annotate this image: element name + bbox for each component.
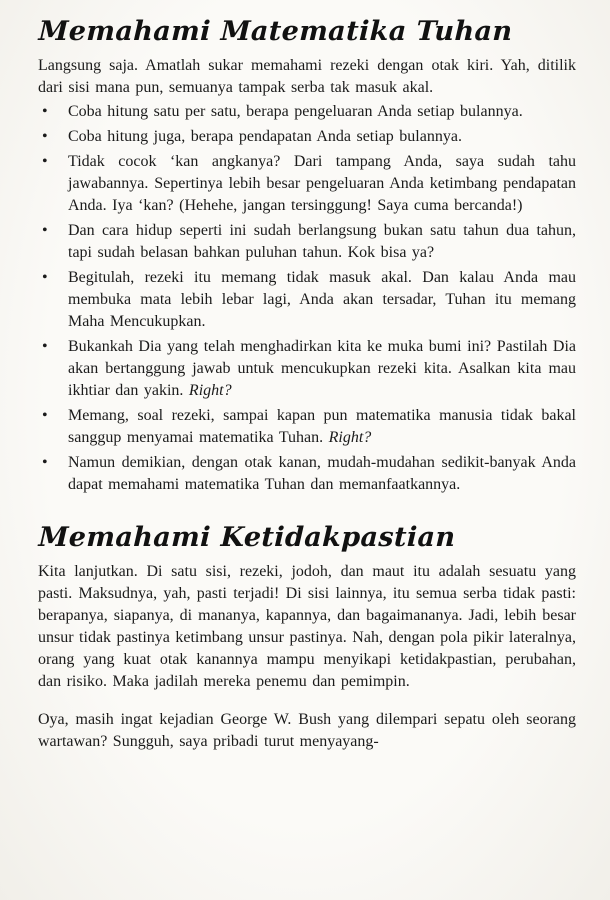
section-heading-matematika-tuhan: Memahami Matematika Tuhan	[38, 16, 513, 47]
bullet-marker: •	[42, 103, 48, 120]
list-item	[38, 405, 576, 449]
bullet-marker: •	[42, 338, 48, 355]
bullet-marker: •	[42, 153, 48, 170]
list-item	[38, 126, 576, 148]
list-item-text: Begitulah, rezeki itu memang tidak masuk akal. Dan kalau Anda mau membuka mata lebih lebar lagi, Anda akan tersadar, Tuhan itu memang Maha Mencukupkan.	[68, 269, 576, 330]
list-item	[38, 452, 576, 496]
list-item	[38, 151, 576, 217]
paragraph-bush-anecdote: Oya, masih ingat kejadian George W. Bush yang dilempari sepatu oleh seorang wartawan? Sungguh, saya pribadi turut menyayang-	[38, 711, 576, 750]
bullet-marker: •	[42, 407, 48, 424]
bullet-marker: •	[42, 269, 48, 286]
list-item-text: Dan cara hidup seperti ini sudah berlangsung bukan satu tahun dua tahun, tapi sudah belasan bahkan puluhan tahun. Kok bisa ya?	[68, 222, 576, 261]
list-item-text: Coba hitung juga, berapa pendapatan Anda setiap bulannya.	[68, 128, 462, 145]
list-item	[38, 220, 576, 264]
list-item	[38, 336, 576, 402]
bullet-marker: •	[42, 454, 48, 471]
bullet-marker: •	[42, 128, 48, 145]
intro-paragraph: Langsung saja. Amatlah sukar memahami rezeki dengan otak kiri. Yah, ditilik dari sisi mana pun, semuanya tampak serba tak masuk akal.	[38, 57, 576, 96]
list-item-text: Bukankah Dia yang telah menghadirkan kita ke muka bumi ini? Pastilah Dia akan bertanggung jawab untuk mencukupkan rezeki kita. Asalkan kita mau ikhtiar dan yakin.	[68, 338, 576, 399]
bullet-marker: •	[42, 222, 48, 239]
list-item-text: Namun demikian, dengan otak kanan, mudah-mudahan sedikit-banyak Anda dapat memahami matematika Tuhan dan memanfaatkannya.	[68, 454, 576, 493]
paragraph-ketidakpastian: Kita lanjutkan. Di satu sisi, rezeki, jodoh, dan maut itu adalah sesuatu yang pasti. Maksudnya, yah, pasti terjadi! Di sisi lainnya, itu semua serba tidak pasti: berapanya, siapanya, di mananya, kapannya, dan bagaimananya. Jadi, lebih besar unsur tidak pastinya ketimbang unsur pastinya. Nah, dengan pola pikir lateralnya, orang yang kuat otak kanannya mampu menyikapi ketidakpastian, perubahan, dan risiko. Maka jadilah mereka penemu dan pemimpin.	[38, 563, 576, 690]
section-heading-ketidakpastian: Memahami Ketidakpastian	[38, 522, 457, 553]
list-item	[38, 101, 576, 123]
bullet-list	[38, 101, 576, 496]
list-item	[38, 267, 576, 333]
list-item-text: Memang, soal rezeki, sampai kapan pun matematika manusia tidak bakal sanggup menyamai matematika Tuhan.	[68, 407, 576, 446]
list-item-text: Tidak cocok ‘kan angkanya? Dari tampang Anda, saya sudah tahu jawabannya. Sepertinya lebih besar pengeluaran Anda ketimbang pendapatan Anda. Iya ‘kan? (Hehehe, jangan tersinggung! Saya cuma bercanda!)	[68, 153, 576, 214]
emphasized-text: Right?	[328, 429, 372, 446]
list-item-text: Coba hitung satu per satu, berapa pengeluaran Anda setiap bulannya.	[68, 103, 523, 120]
emphasized-text: Right?	[188, 382, 232, 399]
